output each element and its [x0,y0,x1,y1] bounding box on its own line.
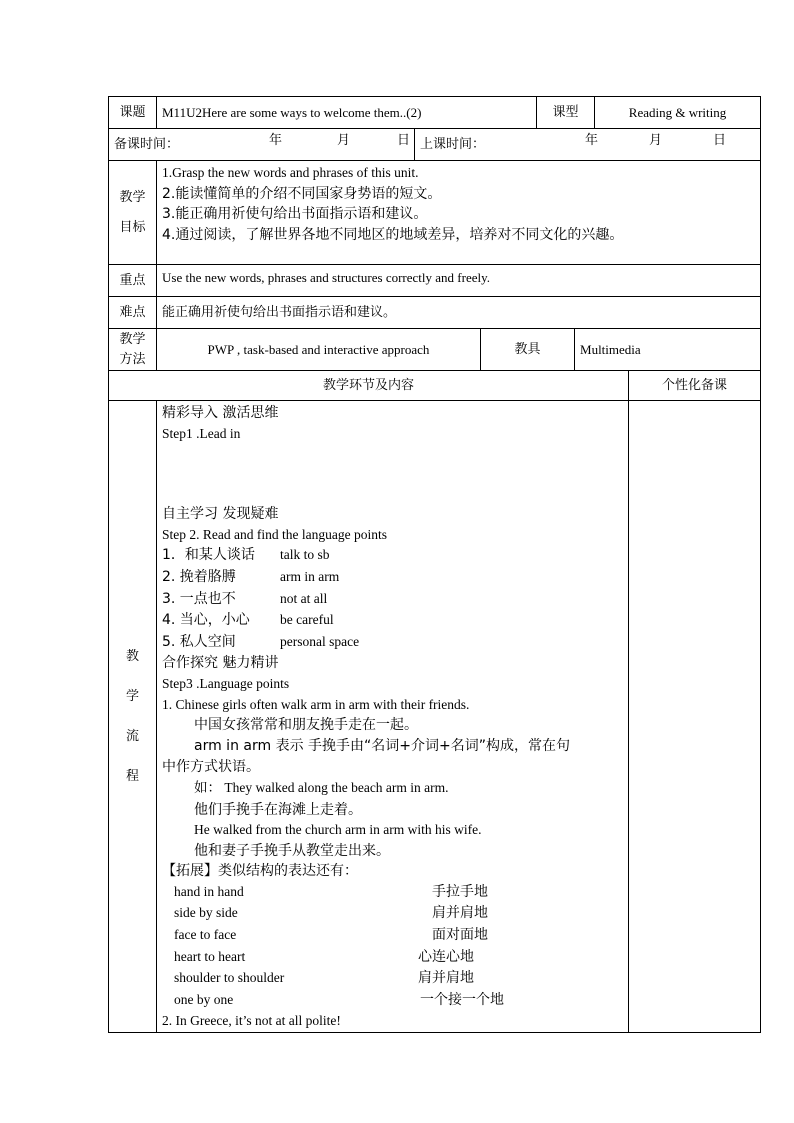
tools-label: 教具 [481,329,575,371]
difficulties-row [109,297,761,329]
lesson-title: M11U2Here are some ways to welcome them..(2) [157,97,537,129]
example-sentence: 2. In Greece, it’s not at all polite! [162,1013,341,1029]
method-text: PWP , task-based and interactive approach [157,329,481,371]
goal-item: 3.能正确用祈使句给出书面指示语和建议。 [162,206,428,223]
goal-item: 1.Grasp the new words and phrases of this unit. [162,165,419,180]
class-day: 日 [713,133,727,148]
phrase-item: side by side 肩并肩地 [174,905,488,922]
prep-time-label: 备课时间： [114,136,180,152]
method-label: 教学 方法 [109,329,157,371]
step-heading: Step3 .Language points [162,675,290,691]
title-row [109,97,761,129]
process-row [109,401,761,1033]
content-header: 教学环节及内容 [109,371,629,401]
lesson-type-label: 课型 [537,97,595,129]
section-header-row [109,371,761,401]
goals-label: 教学 目标 [109,161,157,265]
section-title: 自主学习 发现疑难 [162,506,279,523]
process-content [157,401,629,1033]
notes-header: 个性化备课 [629,371,761,401]
method-row [109,329,761,371]
key-points-label: 重点 [109,265,157,297]
notes-column [629,401,761,1033]
date-row [109,129,761,161]
example-sentence: 1. Chinese girls often walk arm in arm with their friends. [162,696,470,712]
goals-content [157,161,761,265]
topic-label: 课题 [109,97,157,129]
prep-month: 月 [337,133,351,148]
phrase-item: face to face 面对面地 [174,927,488,944]
example-sentence: 如： They walked along the beach arm in arm. [194,779,449,795]
vocab-item: 1．和某人谈话 talk to sb [162,547,330,564]
prep-day: 日 [397,133,411,148]
example-sentence: He walked from the church arm in arm with his wife. [194,822,482,838]
class-time-label: 上课时间： [420,136,486,152]
section-title: 合作探究 魅力精讲 [162,655,279,672]
example-translation: 他和妻子手挽手从教堂走出来。 [194,842,390,859]
goals-row [109,161,761,265]
phrase-item: hand in hand 手拉手地 [174,883,488,900]
lesson-type-value: Reading & writing [595,97,761,129]
phrase-item: shoulder to shoulder 肩并肩地 [174,970,474,987]
difficulties-text: 能正确用祈使句给出书面指示语和建议。 [157,297,761,329]
step-heading: Step1 .Lead in [162,425,241,441]
extension-title: 【拓展】类似结构的表达还有： [162,863,358,880]
difficulties-label: 难点 [109,297,157,329]
goal-item: 2.能读懂简单的介绍不同国家身势语的短文。 [162,185,442,202]
example-translation: 他们手挽手在海滩上走着。 [194,801,362,818]
key-points-row [109,265,761,297]
vocab-item: 4. 当心，小心 be careful [162,612,334,629]
prep-time-cell [109,129,415,161]
example-translation: 中国女孩常常和朋友挽手走在一起。 [194,717,418,734]
class-year: 年 [585,133,599,148]
explanation-line: arm in arm 表示 手挽手由“名词+介词+名词”构成，常在句 [194,737,570,754]
vocab-item: 2. 挽着胳膊 arm in arm [162,568,340,585]
class-month: 月 [649,133,663,148]
vocab-item: 3. 一点也不 not at all [162,590,328,607]
key-points-text: Use the new words, phrases and structures correctly and freely. [157,265,761,297]
phrase-item: one by one 一个接一个地 [174,991,504,1008]
explanation-line: 中作方式状语。 [162,759,260,776]
prep-year: 年 [269,133,283,148]
section-title: 精彩导入 激活思维 [162,405,279,421]
lesson-plan-table [108,96,761,1033]
step-heading: Step 2. Read and find the language points [162,526,387,542]
goal-item: 4.通过阅读，了解世界各地不同地区的地域差异，培养对不同文化的兴趣。 [162,226,624,243]
phrase-item: heart to heart 心连心地 [174,948,474,965]
process-label: 教 学 流 程 [109,401,157,1033]
vocab-item: 5. 私人空间 personal space [162,633,360,650]
class-time-cell [415,129,761,161]
tools-value: Multimedia [575,329,761,371]
